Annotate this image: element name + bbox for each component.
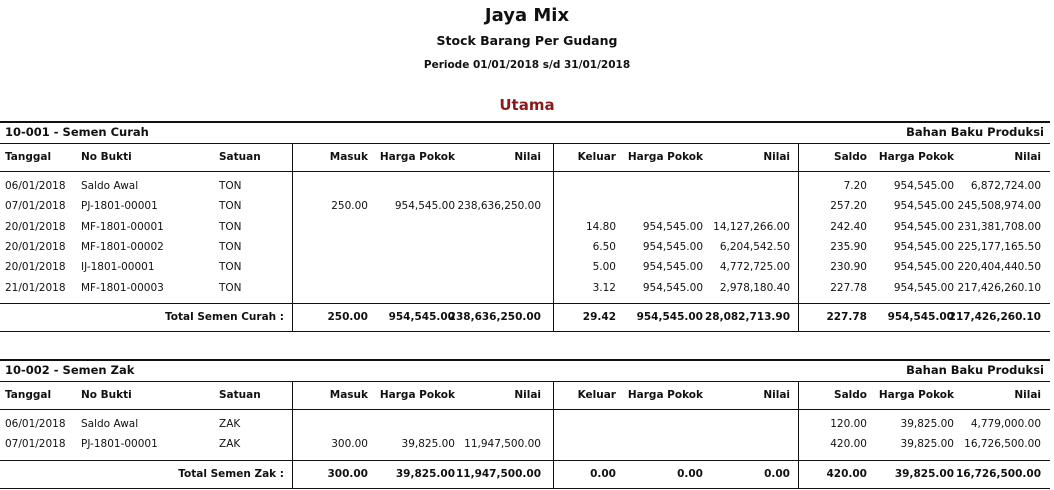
cell-keluar: 14.80 [585,220,616,233]
total-row [0,303,1050,332]
cell-no-bukti: MF-1801-00002 [81,240,164,253]
cell-satuan: TON [219,240,242,253]
cell-nilai-saldo: 231,381,708.00 [957,220,1041,233]
column-header-nilai-in: Nilai [514,389,541,401]
cell-tanggal: 20/01/2018 [5,261,66,274]
cell-hp-saldo: 954,545.00 [893,240,954,253]
total-hp-in: 39,825.00 [395,467,455,480]
cell-nilai-saldo: 6,872,724.00 [970,180,1041,192]
table-row [0,196,1050,216]
column-header-row [0,381,1050,410]
total-masuk: 300.00 [327,467,368,480]
cell-saldo: 242.40 [830,220,867,233]
column-header-tanggal: Tanggal [5,151,52,163]
column-header-hp-saldo: Harga Pokok [878,151,954,163]
cell-hp-saldo: 954,545.00 [893,281,954,294]
total-label: Total Semen Curah : [165,310,284,323]
total-masuk: 250.00 [327,310,368,323]
cell-tanggal: 07/01/2018 [5,438,66,451]
cell-satuan: ZAK [219,438,241,451]
column-header-keluar: Keluar [577,389,616,401]
cell-hp-in: 954,545.00 [394,200,455,213]
column-header-hp-saldo: Harga Pokok [878,389,954,401]
total-hp-out: 0.00 [677,467,703,480]
column-divider [553,381,554,488]
cell-satuan: ZAK [219,418,241,430]
section-header [0,121,1050,143]
column-header-nilai-out: Nilai [763,151,790,163]
cell-hp-out: 954,545.00 [642,281,703,294]
total-label: Total Semen Zak : [178,467,284,480]
cell-nilai-in: 238,636,250.00 [457,200,541,213]
item-category: Bahan Baku Produksi [906,363,1044,377]
column-header-no-bukti: No Bukti [81,151,132,163]
cell-nilai-out: 4,772,725.00 [719,261,790,274]
cell-no-bukti: Saldo Awal [81,180,139,192]
table-row [0,176,1050,196]
cell-hp-saldo: 954,545.00 [893,180,954,192]
report-title: Stock Barang Per Gudang [436,33,618,48]
table-row [0,414,1050,434]
column-header-row [0,143,1050,172]
total-hp-in: 954,545.00 [388,310,455,323]
cell-nilai-saldo: 220,404,440.50 [957,261,1041,274]
cell-hp-saldo: 39,825.00 [900,438,954,451]
cell-nilai-saldo: 245,508,974.00 [957,200,1041,213]
cell-saldo: 120.00 [830,418,867,430]
column-divider [798,143,799,331]
column-header-no-bukti: No Bukti [81,389,132,401]
total-nilai-saldo: 217,426,260.10 [948,310,1041,323]
cell-nilai-saldo: 217,426,260.10 [957,281,1041,294]
cell-no-bukti: PJ-1801-00001 [81,438,158,451]
column-header-satuan: Satuan [219,151,261,163]
table-row [0,217,1050,237]
total-nilai-out: 28,082,713.90 [704,310,790,323]
column-header-hp-out: Harga Pokok [627,389,703,401]
cell-no-bukti: MF-1801-00003 [81,281,164,294]
cell-saldo: 7.20 [843,180,867,192]
cell-satuan: TON [219,220,242,233]
cell-no-bukti: MF-1801-00001 [81,220,164,233]
cell-hp-saldo: 954,545.00 [893,200,954,213]
cell-hp-saldo: 954,545.00 [893,261,954,274]
cell-hp-saldo: 954,545.00 [893,220,954,233]
item-code-name: 10-002 - Semen Zak [5,363,135,377]
total-keluar: 29.42 [582,310,616,323]
report-company: Jaya Mix [484,5,570,26]
cell-satuan: TON [219,261,242,274]
cell-tanggal: 06/01/2018 [5,180,66,192]
column-header-nilai-out: Nilai [763,389,790,401]
cell-saldo: 235.90 [830,240,867,253]
cell-tanggal: 06/01/2018 [5,418,66,430]
column-header-hp-in: Harga Pokok [379,389,455,401]
cell-nilai-out: 6,204,542.50 [719,240,790,253]
column-header-nilai-saldo: Nilai [1014,389,1041,401]
cell-tanggal: 20/01/2018 [5,220,66,233]
cell-hp-out: 954,545.00 [642,240,703,253]
column-divider [798,381,799,488]
column-header-tanggal: Tanggal [5,389,52,401]
column-header-masuk: Masuk [329,389,368,401]
cell-no-bukti: Saldo Awal [81,418,139,430]
column-header-hp-out: Harga Pokok [627,151,703,163]
column-divider [553,143,554,331]
cell-tanggal: 21/01/2018 [5,281,66,294]
cell-nilai-saldo: 16,726,500.00 [964,438,1041,451]
cell-keluar: 3.12 [592,281,616,294]
cell-saldo: 230.90 [830,261,867,274]
cell-keluar: 6.50 [592,240,616,253]
column-header-saldo: Saldo [834,151,867,163]
total-row [0,460,1050,489]
cell-masuk: 300.00 [331,438,368,451]
column-header-nilai-in: Nilai [514,151,541,163]
cell-nilai-saldo: 4,779,000.00 [970,418,1041,430]
cell-saldo: 257.20 [830,200,867,213]
cell-no-bukti: PJ-1801-00001 [81,200,158,213]
column-divider [292,143,293,331]
table-row [0,278,1050,298]
column-header-keluar: Keluar [577,151,616,163]
total-saldo: 420.00 [826,467,867,480]
cell-tanggal: 20/01/2018 [5,240,66,253]
cell-satuan: TON [219,281,242,294]
cell-satuan: TON [219,180,242,192]
total-hp-out: 954,545.00 [636,310,703,323]
column-header-hp-in: Harga Pokok [379,151,455,163]
table-row [0,434,1050,454]
cell-keluar: 5.00 [592,261,616,274]
cell-hp-in: 39,825.00 [401,438,455,451]
item-code-name: 10-001 - Semen Curah [5,125,149,139]
cell-nilai-out: 2,978,180.40 [719,281,790,294]
cell-masuk: 250.00 [331,200,368,213]
column-divider [292,381,293,488]
column-header-nilai-saldo: Nilai [1014,151,1041,163]
cell-satuan: TON [219,200,242,213]
total-nilai-in: 238,636,250.00 [448,310,541,323]
cell-nilai-out: 14,127,266.00 [713,220,790,233]
column-header-satuan: Satuan [219,389,261,401]
cell-tanggal: 07/01/2018 [5,200,66,213]
cell-saldo: 227.78 [830,281,867,294]
cell-no-bukti: IJ-1801-00001 [81,261,155,274]
table-row [0,237,1050,257]
section-header [0,359,1050,381]
cell-nilai-in: 11,947,500.00 [464,438,541,451]
cell-nilai-saldo: 225,177,165.50 [957,240,1041,253]
table-row [0,257,1050,277]
total-nilai-out: 0.00 [764,467,790,480]
cell-hp-out: 954,545.00 [642,220,703,233]
cell-saldo: 420.00 [830,438,867,451]
warehouse-name: Utama [499,96,555,114]
total-nilai-saldo: 16,726,500.00 [955,467,1041,480]
total-hp-saldo: 39,825.00 [894,467,954,480]
report-period: Periode 01/01/2018 s/d 31/01/2018 [423,59,631,71]
column-header-saldo: Saldo [834,389,867,401]
cell-hp-out: 954,545.00 [642,261,703,274]
item-category: Bahan Baku Produksi [906,125,1044,139]
total-saldo: 227.78 [826,310,867,323]
total-nilai-in: 11,947,500.00 [455,467,541,480]
total-hp-saldo: 954,545.00 [887,310,954,323]
cell-hp-saldo: 39,825.00 [900,418,954,430]
total-keluar: 0.00 [590,467,616,480]
column-header-masuk: Masuk [329,151,368,163]
